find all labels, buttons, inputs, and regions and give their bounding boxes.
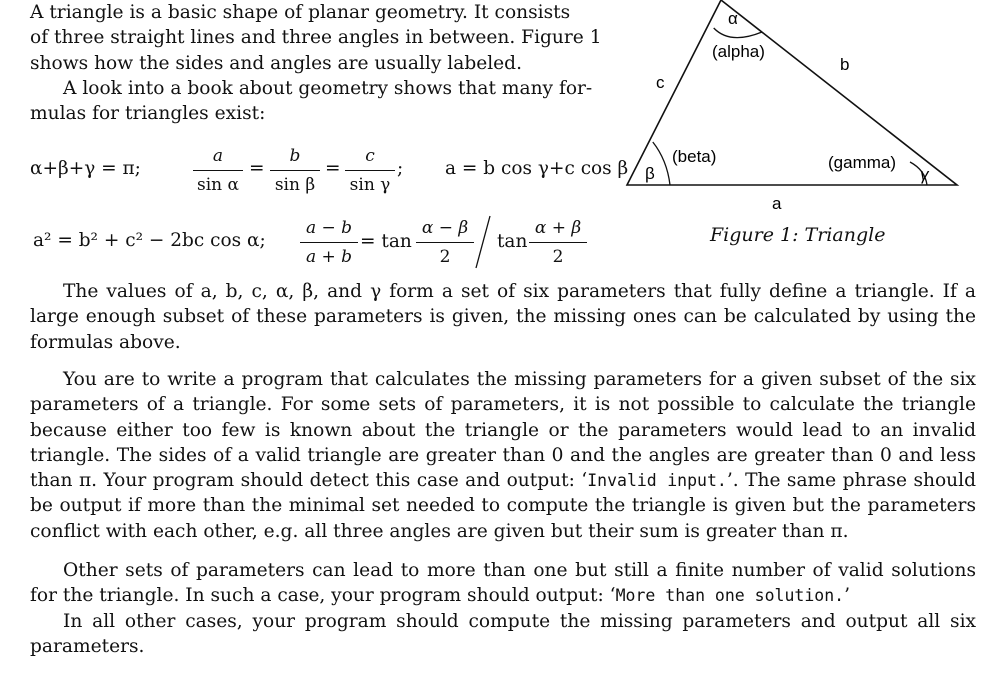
- side-c-label: c: [656, 73, 665, 92]
- alpha-arc: [714, 28, 762, 38]
- side-b-label: b: [840, 55, 850, 74]
- paragraph-output: In all other cases, your program should compute the missing parameters and output all six parameters.: [30, 611, 976, 658]
- paragraph-parameters: The values of a, b, c, α, β, and γ form a set of six parameters that fully define a triangle. If a large enough subset of these parameters is given, the missing ones can be calculated by using the formulas above.: [30, 281, 976, 353]
- intro-line: of three straight lines and three angles in between. Figure 1: [30, 27, 602, 49]
- intro-line: shows how the sides and angles are usually labeled.: [30, 52, 522, 74]
- alpha-label: (alpha): [712, 42, 765, 61]
- code-invalid-input: Invalid input.: [587, 471, 727, 491]
- figure-caption: Figure 1: Triangle: [710, 224, 886, 246]
- gamma-label: (gamma): [828, 153, 897, 172]
- fraction-denominator: sin α: [193, 170, 243, 195]
- fraction-denominator: a + b: [300, 242, 358, 267]
- fraction-numerator: α − β: [421, 218, 469, 238]
- fraction-denominator: sin γ: [345, 170, 395, 195]
- paragraph-task: You are to write a program that calculates the missing parameters for a given subset of the six parameters of a triangle. For some sets of parameters, it is not possible to calculate the triangle because either too few is known about the triangle or the parameters would lead to an invalid triangle. The sides of a valid triangle are greater than 0 and the angles are greater than 0 and less than π. Your program should detect this case and output: ‘Invalid input.’. The same phrase should be output if more than the minimal set needed to compute the triangle is given but the parameters conflict with each other, e.g. all three angles are given but their sum is greater than π.: [30, 369, 976, 542]
- fraction-numerator: α + β: [534, 218, 582, 238]
- beta-symbol: β: [645, 164, 655, 183]
- fraction-numerator: b: [289, 146, 301, 166]
- beta-label: (beta): [672, 147, 717, 166]
- fraction-numerator: a: [212, 146, 224, 166]
- triangle-figure: [620, 0, 966, 215]
- tan-operator: tan: [497, 231, 528, 252]
- fraction-numerator: a − b: [305, 218, 353, 238]
- intro-line: mulas for triangles exist:: [30, 103, 266, 125]
- side-a-label: a: [772, 194, 782, 213]
- equals-sign: =: [249, 158, 265, 179]
- gamma-symbol: γ: [920, 165, 929, 184]
- division-slash: [472, 214, 494, 270]
- intro-line: A look into a book about geometry shows that many for-: [63, 77, 593, 99]
- fraction-numerator: c: [365, 146, 375, 166]
- beta-arc: [653, 142, 670, 185]
- code-more-than-one: More than one solution.: [615, 586, 845, 606]
- formula-angle-sum: α+β+γ = π;: [30, 158, 141, 179]
- fraction-denominator: 2: [416, 242, 474, 267]
- tan-operator: = tan: [360, 231, 412, 252]
- fraction-denominator: 2: [529, 242, 587, 267]
- alpha-symbol: α: [728, 9, 738, 28]
- paragraph-multiple-solutions: Other sets of parameters can lead to more than one but still a finite number of valid solutions for the triangle. In such a case, your program should output: ‘More than one solution.’: [30, 560, 976, 607]
- fraction-denominator: sin β: [270, 170, 320, 195]
- intro-line: A triangle is a basic shape of planar geometry. It consists: [30, 2, 571, 23]
- formula-law-of-cosines: a² = b² + c² − 2bc cos α;: [33, 230, 266, 251]
- formula-projection: a = b cos γ+c cos β: [445, 158, 629, 179]
- equals-sign: =: [325, 158, 341, 179]
- semicolon: ;: [397, 158, 404, 179]
- intro-text: [30, 0, 602, 126]
